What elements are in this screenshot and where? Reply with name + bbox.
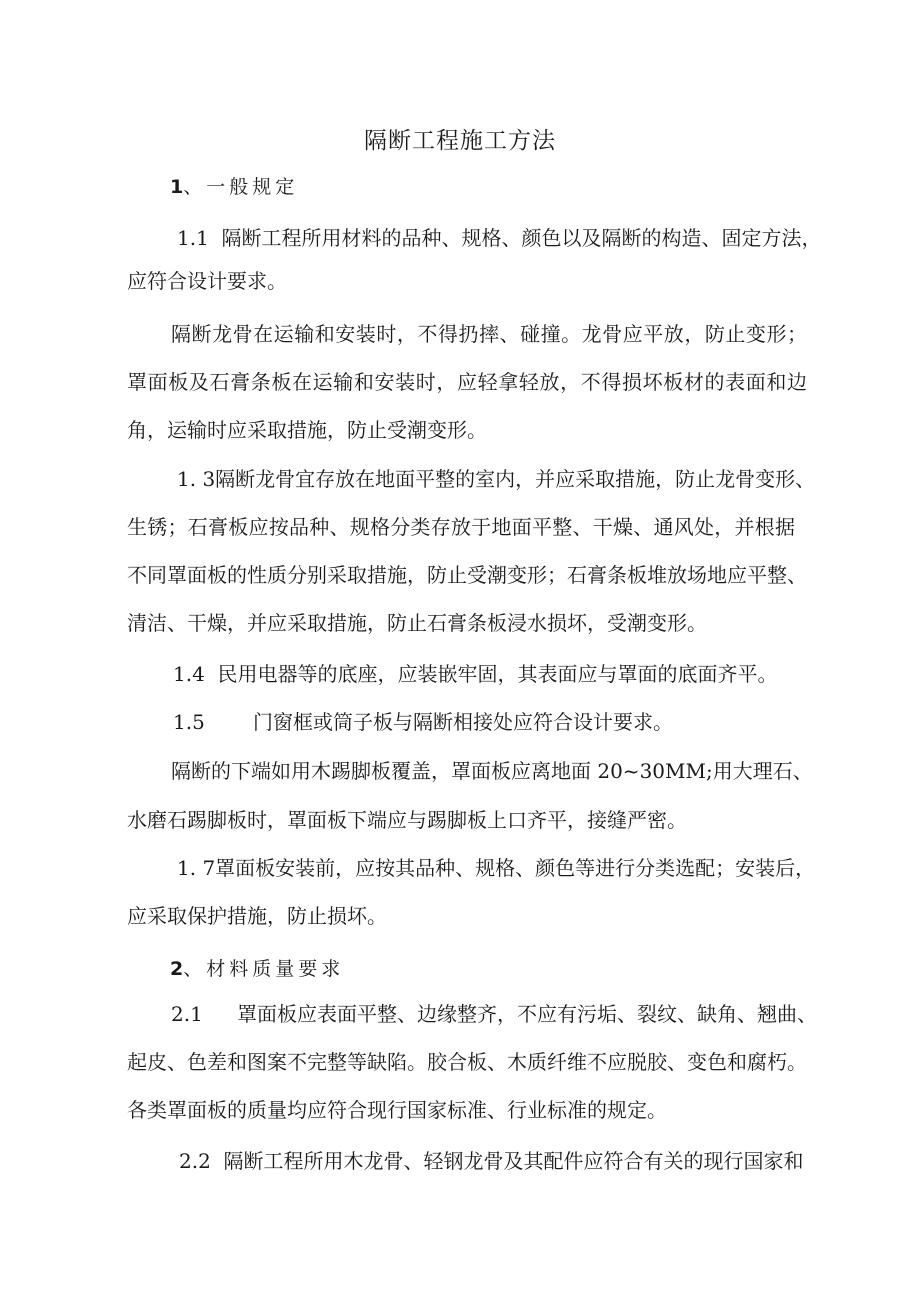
section-number: 2	[170, 958, 184, 980]
text-line: 隔断的下端如用木踢脚板覆盖，罩面板应离地面 20~30MM;用大理石、	[171, 759, 813, 783]
section-number: 1	[170, 176, 184, 198]
text-line: 应符合设计要求。	[127, 269, 287, 293]
text-line: 各类罩面板的质量均应符合现行国家标准、行业标准的规定。	[127, 1098, 667, 1122]
text-line: 1.4 民用电器等的底座，应装嵌牢固，其表面应与罩面的底面齐平。	[173, 662, 778, 686]
clause-number: 2.1	[171, 1002, 203, 1026]
section-heading-2	[170, 954, 344, 981]
section-title: 、材料质量要求	[183, 958, 345, 980]
text-line: 2.1 罩面板应表面平整、边缘整齐，不应有污垢、裂纹、缺角、翘曲、	[171, 1002, 817, 1026]
section-title: 、一般规定	[183, 176, 299, 198]
text-line: 起皮、色差和图案不完整等缺陷。胶合板、木质纤维不应脱胶、变色和腐朽。	[127, 1050, 807, 1074]
clause-number: 2.2	[179, 1149, 211, 1173]
clause-number: 1. 7	[177, 856, 216, 880]
text-line: 1. 7罩面板安装前，应按其品种、规格、颜色等进行分类选配；安装后，	[177, 856, 816, 880]
text-line: 应采取保护措施，防止损坏。	[127, 904, 387, 928]
text-line: 1.1 隔断工程所用材料的品种、规格、颜色以及隔断的构造、固定方法，	[177, 226, 822, 250]
section-heading-1	[170, 172, 298, 199]
page-title: 隔断工程施工方法	[364, 128, 556, 154]
clause-number: 1.1	[177, 226, 209, 250]
text-line: 水磨石踢脚板时，罩面板下端应与踢脚板上口齐平，接缝严密。	[127, 808, 687, 832]
text-line: 2.2 隔断工程所用木龙骨、轻钢龙骨及其配件应符合有关的现行国家和	[179, 1149, 804, 1173]
text-line: 1. 3隔断龙骨宜存放在地面平整的室内，并应采取措施，防止龙骨变形、	[177, 467, 816, 491]
clause-number: 1. 3	[177, 467, 216, 491]
text-line: 生锈；石膏板应按品种、规格分类存放于地面平整、干燥、通风处，并根据	[127, 515, 795, 539]
clause-number: 1.4	[173, 662, 205, 686]
text-line: 罩面板及石膏条板在运输和安装时，应轻拿轻放，不得损坏板材的表面和边	[127, 370, 807, 394]
text-line: 清洁、干燥，并应采取措施，防止石膏条板浸水损坏，受潮变形。	[127, 611, 707, 635]
text-line: 不同罩面板的性质分别采取措施，防止受潮变形；石膏条板堆放场地应平整、	[127, 563, 807, 587]
text-line: 隔断龙骨在运输和安装时，不得扔摔、碰撞。龙骨应平放，防止变形；	[171, 322, 807, 346]
clause-number: 1.5	[173, 710, 205, 734]
text-line: 1.5 门窗框或筒子板与隔断相接处应符合设计要求。	[173, 710, 673, 734]
text-line: 角，运输时应采取措施，防止受潮变形。	[127, 418, 487, 442]
